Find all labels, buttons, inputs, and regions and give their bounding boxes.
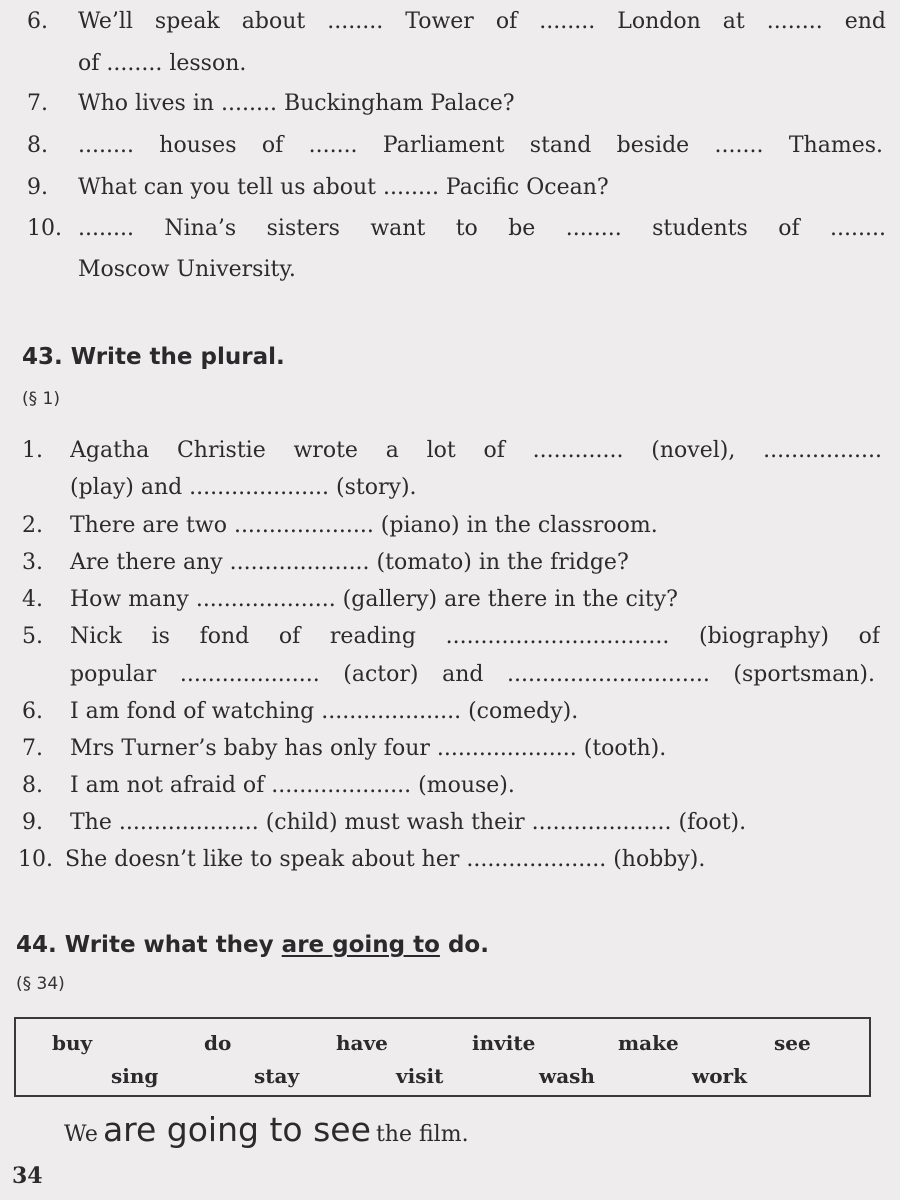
page-number: 34 [12,1163,43,1189]
exercise-item: 2. There are two .................... (piano) in the classroom. [22,513,658,538]
word-box-word: work [692,1064,747,1088]
exercise-43-reference: (§ 1) [22,389,60,409]
exercise-item: 1. Agatha Christie wrote a lot of ............. (novel), ................. [22,438,882,463]
exercise-item: 10. ........ Nina’s sisters want to be ........ students of ........ [27,216,886,241]
exercise-item: 10. She doesn’t like to speak about her .................... (hobby). [18,847,706,872]
word-box-word: visit [396,1064,444,1088]
handwritten-example-answer: We are going to see the film. [64,1110,469,1149]
word-box-word: invite [472,1031,536,1055]
exercise-item: 5. Nick is fond of reading ................................ (biography) of [22,624,880,649]
word-box-word: sing [111,1064,159,1088]
exercise-item: 6. I am fond of watching .................... (comedy). [22,699,579,724]
word-box-word: buy [52,1031,93,1055]
exercise-43-title: 43. Write the plural. [22,344,285,370]
exercise-item: 8. ........ houses of ....... Parliament stand beside ....... Thames. [27,133,883,158]
exercise-44-reference: (§ 34) [16,974,65,994]
exercise-item: 7. Who lives in ........ Buckingham Palace? [27,91,515,116]
word-box-word: stay [254,1064,300,1088]
exercise-item: 6. We’ll speak about ........ Tower of ........ London at ........ end [27,9,886,34]
exercise-item: 9. The .................... (child) must wash their .................... (foot). [22,810,747,835]
exercise-item: 3. Are there any .................... (tomato) in the fridge? [22,550,629,575]
word-box-word: see [774,1031,811,1055]
exercise-item-continuation: Moscow University. [78,257,296,282]
exercise-item: 8. I am not afraid of .................... (mouse). [22,773,515,798]
word-box [14,1017,871,1097]
exercise-item-continuation: popular .................... (actor) and ............................. (sportsman). [70,662,875,687]
exercise-44-title: 44. Write what they are going to do. [16,932,489,958]
word-box-word: make [618,1031,679,1055]
word-box-word: have [336,1031,388,1055]
word-box-word: do [204,1031,232,1055]
exercise-item: 9. What can you tell us about ........ Pacific Ocean? [27,175,609,200]
exercise-item-continuation: of ........ lesson. [78,51,247,76]
word-box-word: wash [539,1064,595,1088]
exercise-item: 7. Mrs Turner’s baby has only four .................... (tooth). [22,736,667,761]
exercise-item-continuation: (play) and .................... (story). [70,475,417,500]
exercise-item: 4. How many .................... (gallery) are there in the city? [22,587,678,612]
